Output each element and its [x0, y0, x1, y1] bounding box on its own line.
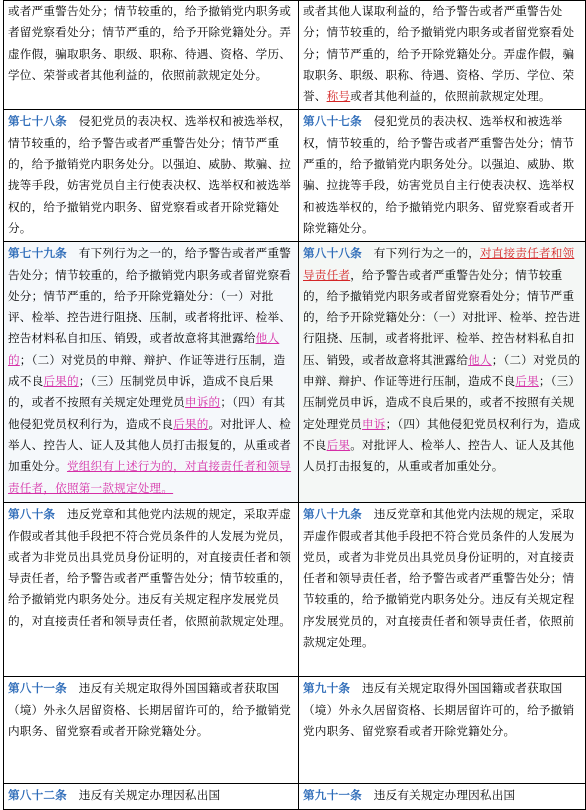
new-text-cell [299, 110, 586, 242]
old-text-cell [4, 503, 299, 677]
provision-text: 。对批评人、检举人、控告人、证人及其他人员打击报复的，从重或者加重处分。 [303, 437, 575, 474]
changed-text: 后果 [515, 374, 539, 389]
provision-text: ；（四）有其他侵犯党员权利行为，造成不良 [8, 395, 286, 431]
provision-text: 违反有关规定办理因私出国 [66, 788, 221, 803]
provision-text: ；（二）对党员的申辩、辩护、作证等进行压制，造成不良 [303, 352, 581, 389]
changed-text: 他人 [468, 352, 492, 367]
table-row [4, 784, 586, 809]
table-row [4, 677, 586, 784]
old-text-cell [4, 1, 299, 110]
provision-text: 。对批评人、检举人、控告人、证人及其他人员打击报复的，从重或者加重处分。 [8, 416, 292, 474]
article-number: 第九十条 [303, 681, 351, 696]
changed-text: 党组织有上述行为的，对直接责任者和领导责任者，依照第一款规定处理。 [8, 459, 292, 495]
article-number: 第七十八条 [8, 114, 67, 129]
article-number: 第八十条 [8, 507, 56, 522]
provision-text: 或者其他人谋取利益的，给予警告或者严重警告处分；情节较重的，给予撤销党内职务或者留党察看处分；情节严重的，给予开除党籍处分。弄虚作假，骗取职务、职级、职称、待遇、资格、学历、学位、荣誉、 [303, 4, 575, 104]
article-number: 第八十七条 [303, 114, 362, 129]
changed-text: 他人的 [8, 331, 280, 367]
old-text-cell [4, 110, 299, 242]
new-text-cell [299, 1, 586, 110]
old-text-cell [4, 784, 299, 809]
provision-text: ，给予警告或者严重警告处分；情节较重的，给予撤销党内职务或者留党察看处分；情节严重的，给予开除党籍处分：（一）对批评、检举、控告进行阻挠、压制，或者将批评、检举、控告材料私自扣压、销毁，或者故意将其泄露给 [303, 267, 581, 367]
article-number: 第八十八条 [303, 246, 362, 261]
provision-text: 违反党章和其他党内法规的规定，采取弄虚作假或者其他手段把不符合党员条件的人发展为党员，或者为非党员出具党员身份证明的，对直接责任者和领导责任者，给予警告或者严重警告处分；情节较重的，给予撤销党内职务处分。违反有关规定程序发展党员的，对直接责任者和领导责任者，依照前款规定处理。 [303, 507, 575, 650]
provision-text: 违反有关规定取得外国国籍或者获取国（境）外永久居留资格、长期居留许可的，给予撤销党内职务、留党察看或者开除党籍处分。 [8, 681, 292, 738]
table-row [4, 1, 586, 110]
new-text-cell [299, 784, 586, 809]
provision-text: 违反有关规定办理因私出国 [361, 788, 516, 803]
article-number: 第八十二条 [8, 788, 67, 803]
changed-text: 申诉的 [184, 395, 221, 410]
provision-text: ；（三）压制党员申诉，造成不良后果的，或者不按照有关规定处理党员 [8, 374, 274, 410]
provision-text: ；（四）其他侵犯党员权利行为，造成不良 [303, 416, 581, 452]
provision-text: 侵犯党员的表决权、选举权和被选举权，情节较重的，给予警告或者严重警告处分；情节严重的，给予撤销党内职务处分。以强迫、威胁、欺骗、拉拢等手段，妨害党员自主行使表决权、选举权和被选举权的，给予撤销党内职务、留党察看或者开除党籍处分。 [303, 114, 575, 235]
changed-text: 申诉 [361, 416, 386, 431]
changed-text: 后果的 [173, 416, 209, 431]
table-row [4, 242, 586, 503]
provision-text: 侵犯党员的表决权、选举权和被选举权，情节较重的，给予警告或者严重警告处分；情节严重的，给予撤销党内职务处分。以强迫、威胁、欺骗、拉拢等手段，妨害党员自主行使表决权、选举权和被选举权的，给予撤销党内职务、留党察看或者开除党籍处分。 [8, 114, 292, 235]
new-text-cell [299, 503, 586, 677]
article-number: 第七十九条 [8, 246, 67, 261]
new-text-cell [299, 242, 586, 503]
provision-text: 违反党章和其他党内法规的规定，采取弄虚作假或者其他手段把不符合党员条件的人发展为党员，或者为非党员出具党员身份证明的，对直接责任者和领导责任者，给予警告或者严重警告处分；情节较重的，给予撤销党内职务处分。违反有关规定程序发展党员的，对直接责任者和领导责任者，依照前款规定处理。 [8, 507, 292, 628]
article-number: 第八十一条 [8, 681, 67, 696]
provision-text: 或者其他利益的，依照前款规定处理。 [350, 89, 551, 104]
comparison-table [3, 0, 586, 810]
provision-text: ；（二）对党员的申辩、辩护、作证等进行压制，造成不良 [8, 352, 286, 389]
added-text: 称号 [326, 89, 351, 104]
old-text-cell [4, 677, 299, 784]
new-text-cell [299, 677, 586, 784]
table-row [4, 110, 586, 242]
provision-text: 有下列行为之一的，给予警告或者严重警告处分；情节较重的，给予撤销党内职务或者留党察看处分；情节严重的，给予开除党籍处分：（一）对批评、检举、控告进行阻挠、压制，或者将批评、检举、控告材料私自扣压、销毁，或者故意将其泄露给 [8, 246, 292, 346]
old-text-cell [4, 242, 299, 503]
provision-text: ；（三）压制党员申诉，造成不良后果的，或者不按照有关规定处理党员 [303, 374, 581, 431]
changed-text: 后果 [326, 437, 351, 452]
provision-text: 或者严重警告处分；情节较重的，给予撤销党内职务或者留党察看处分；情节严重的，给予开除党籍处分。弄虚作假，骗取职务、职级、职称、待遇、资格、学历、学位、荣誉或者其他利益的，依照前款规定处分。 [8, 4, 292, 82]
table-row [4, 503, 586, 677]
article-number: 第八十九条 [303, 507, 362, 522]
changed-text: 后果的 [43, 374, 79, 389]
provision-text: 有下列行为之一的， [361, 246, 480, 261]
provision-text: 违反有关规定取得外国国籍或者获取国（境）外永久居留资格、长期居留许可的，给予撤销党内职务、留党察看或者开除党籍处分。 [303, 681, 575, 738]
article-number: 第九十一条 [303, 788, 362, 803]
added-text: 对直接责任者和领导责任者 [303, 246, 575, 282]
